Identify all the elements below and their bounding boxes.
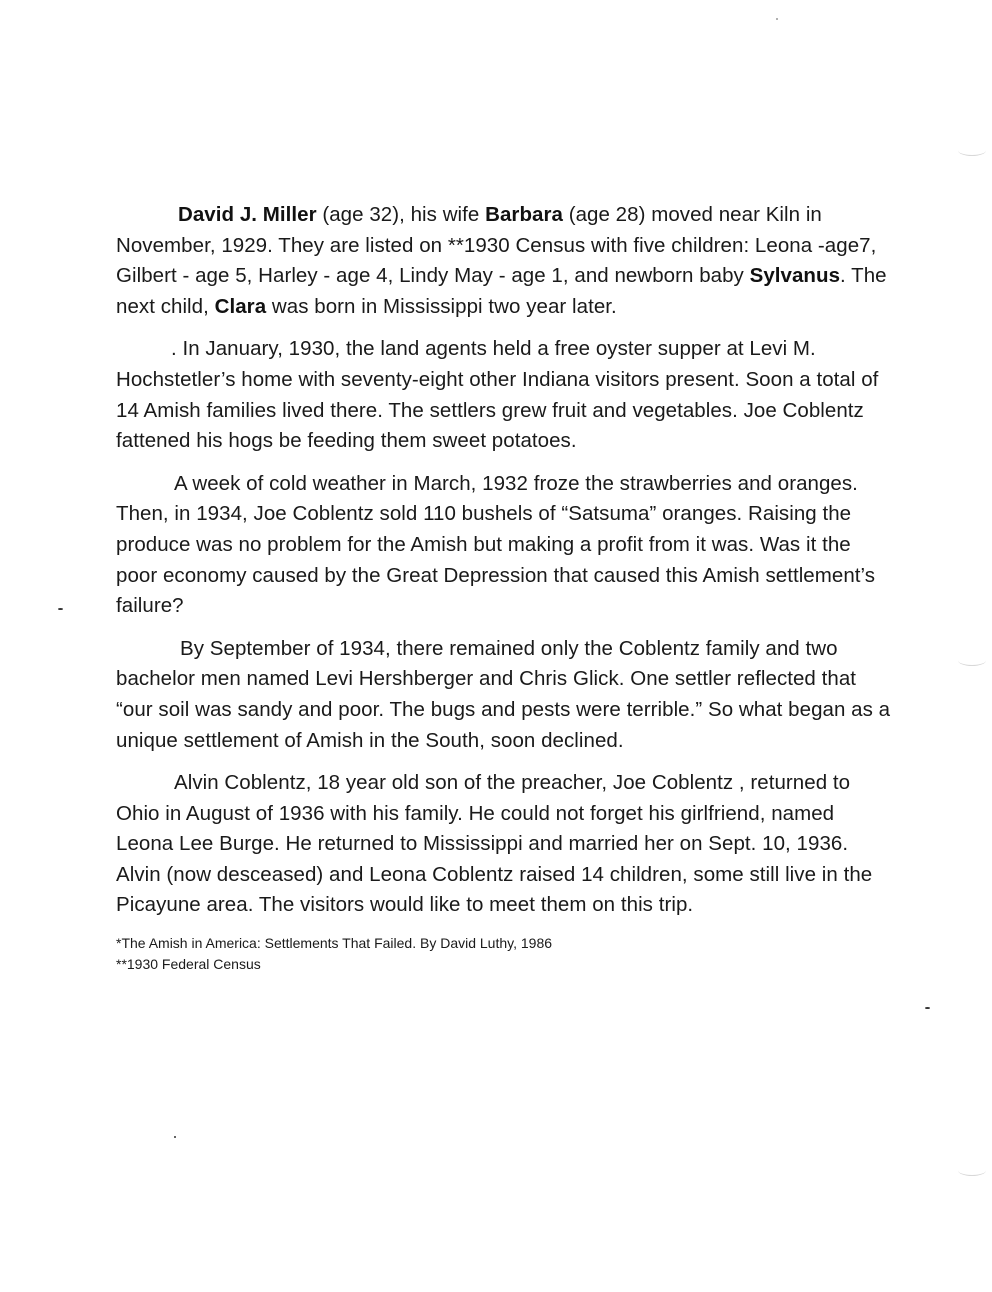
text-run: . The next child,	[116, 264, 887, 318]
paragraph-miller-family	[116, 200, 896, 322]
paragraph-oyster-supper	[116, 334, 896, 456]
bold-name-run: Sylvanus	[749, 264, 841, 288]
footnote-amish-in-america: *The Amish in America: Settlements That Failed. By David Luthy, 1986	[116, 935, 553, 952]
bold-name-run: David J. Miller	[178, 203, 317, 226]
text-run: was born in Mississippi two year later.	[266, 294, 617, 318]
scan-speck	[174, 1136, 176, 1138]
text-run: Alvin Coblentz, 18 year old son of the preacher, Joe Coblentz , returned to Ohio in August of 1936 with his family. He could not forget his girlfriend, named Leona Lee Burge. He returned to Mississippi and married her on Sept. 10, 1936. Alvin (now desceased) and Leona Coblentz raised 14 children, some still live in the Picayune area. The visitors would like to meet them on this trip.	[116, 771, 873, 917]
text-run: A week of cold weather in March, 1932 froze the strawberries and oranges. Then, in 1934, Joe Coblentz sold 110 bushels of “Satsuma” oranges. Raising the produce was no problem for the Amish but making a profit from it was. Was it the poor economy caused by the Great Depression that caused this Amish settlement’s failure?	[116, 471, 876, 618]
text-run: By September of 1934, there remained only the Coblentz family and two bachelor men named Levi Hershberger and Chris Glick. One settler reflected that “our soil was sandy and poor. The bugs and pests were terrible.” So what began as a unique settlement of Amish in the South, soon declined.	[116, 636, 891, 752]
scan-speck	[776, 18, 778, 20]
scan-speck	[58, 608, 63, 610]
footnote-federal-census: **1930 Federal Census	[116, 956, 261, 973]
paragraph-alvin-coblentz	[116, 768, 896, 921]
paragraph-settlement-decline	[116, 634, 896, 756]
bold-name-run: Barbara	[485, 203, 563, 226]
text-run: . In January, 1930, the land agents held a free oyster supper at Levi M. Hochstetler’s home with seventy-eight other Indiana visitors present. Soon a total of 14 Amish families lived there. The settlers grew fruit and vegetables. Joe Coblentz fattened his hogs be feeding them sweet potatoes.	[116, 337, 879, 453]
bold-name-run: Clara	[214, 294, 267, 318]
scan-edge-mark	[958, 145, 986, 156]
text-run: (age 28) moved near Kiln in November, 1929. They are listed on **1930 Census with five children: Leona -age7, Gilbert - age 5, Harley - age 4, Lindy May - age 1, and newborn baby	[116, 203, 877, 288]
text-run: (age 32), his wife	[316, 203, 486, 226]
document-body	[116, 200, 896, 975]
footnotes	[116, 933, 896, 975]
scan-speck	[925, 1007, 930, 1009]
scan-edge-mark	[958, 1165, 986, 1176]
scan-edge-mark	[958, 655, 986, 666]
paragraph-cold-weather	[116, 469, 896, 622]
